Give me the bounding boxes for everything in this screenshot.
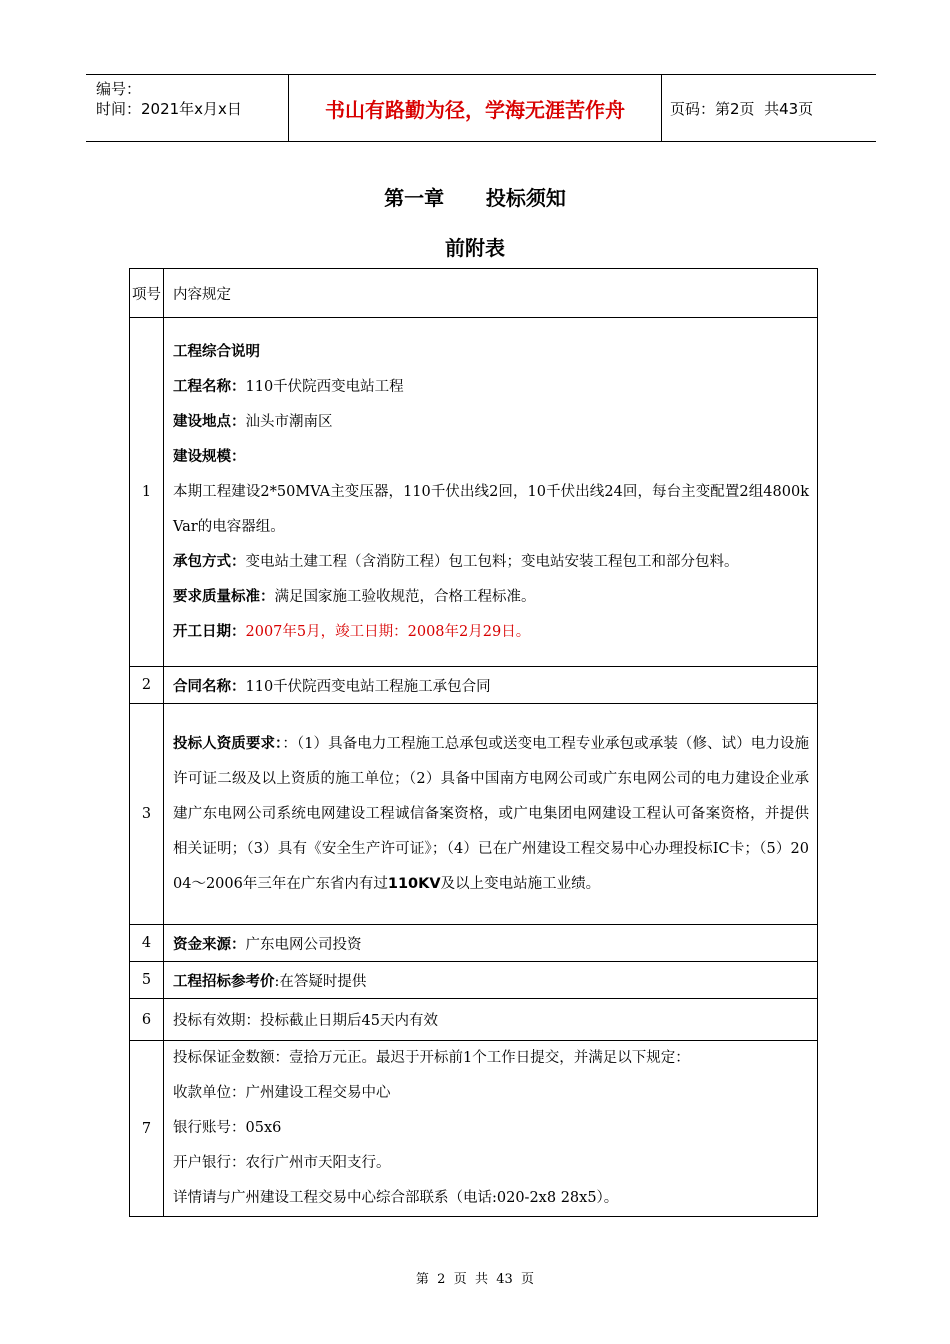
row-content [164, 1041, 818, 1217]
project-scale-label: 建设规模： [173, 448, 246, 465]
header-meta [96, 79, 242, 119]
contract-name-value: 110千伏院西变电站工程施工承包合同 [245, 678, 491, 695]
row-content [164, 925, 818, 962]
table-row [130, 962, 818, 999]
contract-name-label: 合同名称： [173, 678, 246, 695]
table-row [130, 704, 818, 925]
table-title: 前附表 [445, 236, 505, 260]
row-content [164, 704, 818, 925]
row-content [164, 318, 818, 667]
row-number: 1 [130, 318, 164, 667]
row-number: 5 [130, 962, 164, 999]
row-number: 4 [130, 925, 164, 962]
col-content-header: 内容规定 [164, 269, 818, 318]
appendix-table [129, 268, 818, 1217]
table-row [130, 999, 818, 1041]
project-summary-heading: 工程综合说明 [173, 343, 260, 360]
row-number: 6 [130, 999, 164, 1041]
funding-source-value: 广东电网公司投资 [245, 936, 362, 953]
header-time-label: 时间：2021年x月x日 [96, 100, 242, 118]
project-scale-text: 本期工程建设2*50MVA主变压器，110千伏出线2回，10千伏出线24回，每台主变配置2组4800kVar的电容器组。 [173, 483, 809, 535]
reference-price-value: :在答疑时提供 [274, 973, 367, 990]
contact-line: 详情请与广州建设工程交易中心综合部联系（电话:020-2x8 28x5）。 [173, 1190, 619, 1206]
row-number: 3 [130, 704, 164, 925]
funding-source-label: 资金来源： [173, 936, 246, 953]
bid-bond-line: 投标保证金数额：壹拾万元正。最迟于开标前1个工作日提交，并满足以下规定： [173, 1050, 690, 1066]
page-footer: 第 2 页 共 43 页 [415, 1272, 535, 1287]
table-row [130, 318, 818, 667]
quality-standard-line: 要求质量标准：满足国家施工验收规范，合格工程标准。 [173, 588, 536, 605]
col-item-header: 项号 [130, 269, 164, 318]
bank-line: 开户银行：农行广州市天阳支行。 [173, 1155, 391, 1171]
contract-method-line: 承包方式：变电站土建工程（含消防工程）包工包料；变电站安装工程包工和部分包料。 [173, 553, 739, 570]
table-row [130, 667, 818, 704]
row-number: 2 [130, 667, 164, 704]
row-number: 7 [130, 1041, 164, 1217]
payee-line: 收款单位：广州建设工程交易中心 [173, 1085, 391, 1101]
table-row [130, 1041, 818, 1217]
page-header [86, 74, 876, 142]
bid-validity-text: 投标有效期：投标截止日期后45天内有效 [164, 999, 818, 1041]
row-content [164, 962, 818, 999]
header-page-label: 页码：第2页 共43页 [670, 99, 814, 118]
bank-account-line: 银行账号：05x6 [173, 1120, 282, 1136]
project-name-line: 工程名称：110千伏院西变电站工程 [173, 378, 404, 395]
qualification-text: 投标人资质要求：：（1）具备电力工程施工总承包或送变电工程专业承包或承装（修、试）电力设施许可证二级及以上资质的施工单位；（2）具备中国南方电网公司或广东电网公司的电力建设企业承建广东电网公司系统电网建设工程诚信备案资格，或广电集团电网建设工程认可备案资格，并提供相关证明；（3）具有《安全生产许可证》；（4）已在广州建设工程交易中心办理投标IC卡；（5）2004～2006年三年在广东省内有过110KV及以上变电站施工业绩。 [173, 735, 809, 892]
row-content [164, 667, 818, 704]
table-row [130, 925, 818, 962]
project-location-line: 建设地点：汕头市潮南区 [173, 413, 333, 430]
chapter-title: 第一章 投标须知 [384, 186, 566, 210]
header-motto: 书山有路勤为径，学海无涯苦作舟 [288, 75, 662, 141]
header-number-label: 编号： [96, 80, 142, 98]
reference-price-label: 工程招标参考价 [173, 973, 275, 990]
table-header-row [130, 269, 818, 318]
schedule-line: 开工日期：2007年5月，竣工日期：2008年2月29日。 [173, 623, 531, 640]
